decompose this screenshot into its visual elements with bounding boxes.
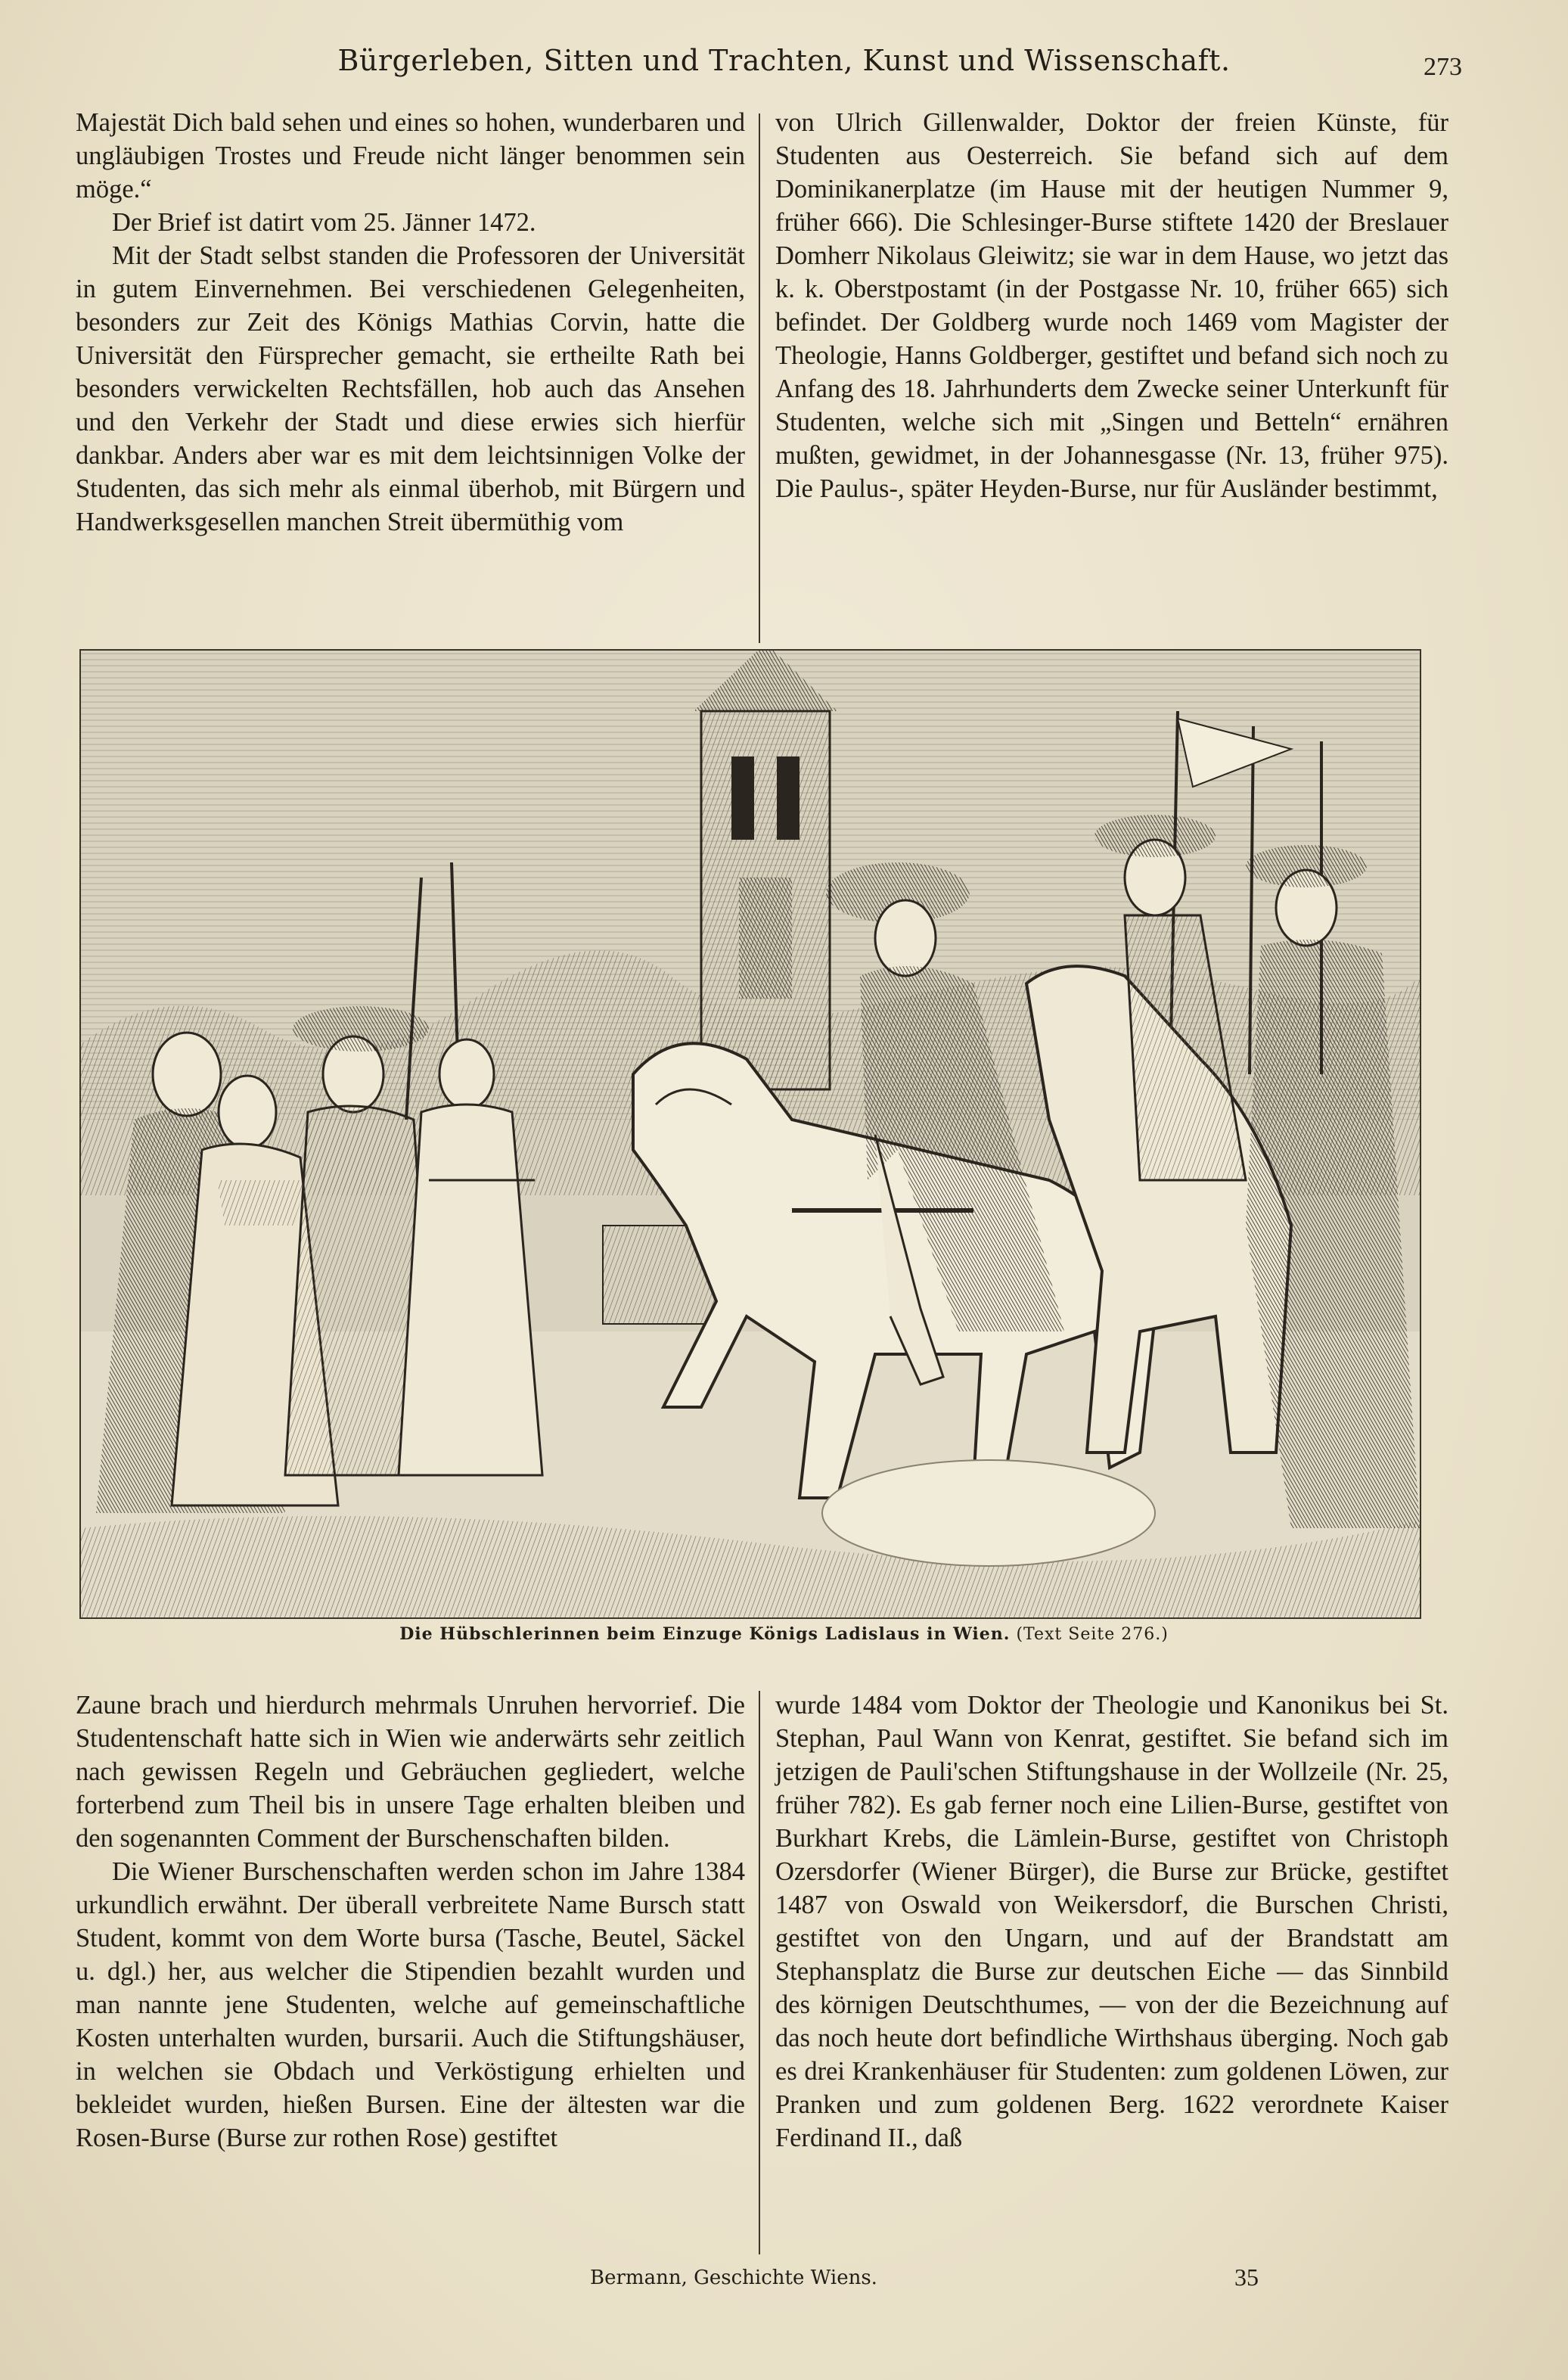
column-divider <box>759 1691 760 2254</box>
dust-cloud <box>822 1460 1155 1566</box>
column-bottom-left <box>76 1689 745 2155</box>
paragraph: wurde 1484 vom Doktor der Theologie und Kanonikus bei St. Stephan, Paul Wann von Kenrat, gestiftet. Sie befand sich im jetzigen de Pauli'schen Stiftungshause in der Wollzeile (Nr. 25, früher 782). Es gab ferner noch eine Lilien-Burse, gestiftet von Burkhart Krebs, die Lämlein-Burse, gestiftet von Christoph Ozersdorfer (Wiener Bürger), die Burse zur Brücke, gestiftet 1487 von Oswald von Weikersdorf, die Burschen Christi, gestiftet von den Ungarn, und auf der Brandstatt am Stephansplatz die Burse zur deutschen Eiche — das Sinnbild des körnigen Deutschthumes, — von der die Bezeichnung auf das noch heute dort befindliche Wirthshaus überging. Noch gab es drei Krankenhäuser für Studenten: zum goldenen Löwen, zur Pranken und zum goldenen Berg. 1622 verordnete Kaiser Ferdinand II., daß <box>775 1691 1448 2152</box>
caption-title: Die Hübschlerinnen beim Einzuge Königs Ladislaus in Wien. <box>399 1624 1011 1644</box>
footer-signature: 35 <box>1234 2263 1259 2291</box>
column-divider <box>759 113 760 643</box>
paragraph: Mit der Stadt selbst standen die Professoren der Universität in gutem Einvernehmen. Bei verschiedenen Gelegenheiten, besonders zur Zeit des Königs Mathias Corvin, hatte die Universität den Fürsprecher gemacht, sie ertheilte Rath bei besonders verwickelten Rechtsfällen, hob auch das Ansehen und den Verkehr der Stadt und diese erwies sich hierfür dankbar. Anders aber war es mit dem leichtsinnigen Volke der Studenten, das sich mehr als einmal überhob, mit Bürgern und Handwerksgesellen manchen Streit übermüthig vom <box>76 241 745 536</box>
paragraph: Zaune brach und hierdurch mehrmals Unruhen hervorrief. Die Studentenschaft hatte sich in Wien wie anderwärts sehr zeitlich nach gewissen Regeln und Gebräuchen gegliedert, welche forterbend zum Theil bis in unsere Tage erhalten bleiben und den sogenannten Comment der Burschenschaften bilden. <box>76 1691 745 1853</box>
engraving-svg <box>81 651 1420 1617</box>
running-head: Bürgerleben, Sitten und Trachten, Kunst und Wissenschaft. <box>337 44 1231 77</box>
paragraph: von Ulrich Gillenwalder, Doktor der freien Künste, für Studenten aus Oesterreich. Sie befand sich auf dem Dominikanerplatze (im Hause mit der heutigen Nummer 9, früher 666). Die Schlesinger-Burse stiftete 1420 der Breslauer Domherr Nikolaus Gleiwitz; sie war in dem Hause, wo jetzt das k. k. Oberstpostamt (in der Postgasse Nr. 10, früher 665) sich befindet. Der Goldberg wurde noch 1469 vom Magister der Theologie, Hanns Goldberger, gestiftet und befand sich noch zu Anfang des 18. Jahrhunderts dem Zwecke seiner Unterkunft für Studenten, welche sich mit „Singen und Betteln“ ernähren mußten, gewidmet, in der Johannesgasse (Nr. 13, früher 975). Die Paulus-, später Heyden-Burse, nur für Ausländer bestimmt, <box>775 108 1448 503</box>
paragraph: Der Brief ist datirt vom 25. Jänner 1472. <box>112 208 536 237</box>
paragraph: Die Wiener Burschenschaften werden schon im Jahre 1384 urkundlich erwähnt. Der überall verbreitete Name Bursch statt Student, kommt von dem Worte bursa (Tasche, Beutel, Säckel u. dgl.) her, aus welcher die Stipendien bezahlt wurden und man nannte jene Studenten, welche auf gemeinschaftliche Kosten unterhalten wurden, bursarii. Auch die Stiftungshäuser, in welchen sie Obdach und Verköstigung erhielten und bekleidet wurden, hießen Bursen. Eine der ältesten war die Rosen-Burse (Burse zur rothen Rose) gestiftet <box>76 1857 745 2152</box>
footer-source: Bermann, Geschichte Wiens. <box>590 2267 877 2289</box>
caption-reference: (Text Seite 276.) <box>1016 1625 1169 1644</box>
gothic-tower <box>694 651 837 1089</box>
illustration-caption <box>0 1624 1568 1644</box>
column-top-left <box>76 106 745 539</box>
page-number: 273 <box>1424 53 1462 81</box>
column-bottom-right <box>775 1689 1448 2155</box>
engraving-illustration <box>79 649 1421 1619</box>
paragraph: Majestät Dich bald sehen und eines so hohen, wunderbaren und ungläubigen Trostes und Freude nicht länger benommen sein möge.“ <box>76 108 745 204</box>
column-top-right <box>775 106 1448 505</box>
